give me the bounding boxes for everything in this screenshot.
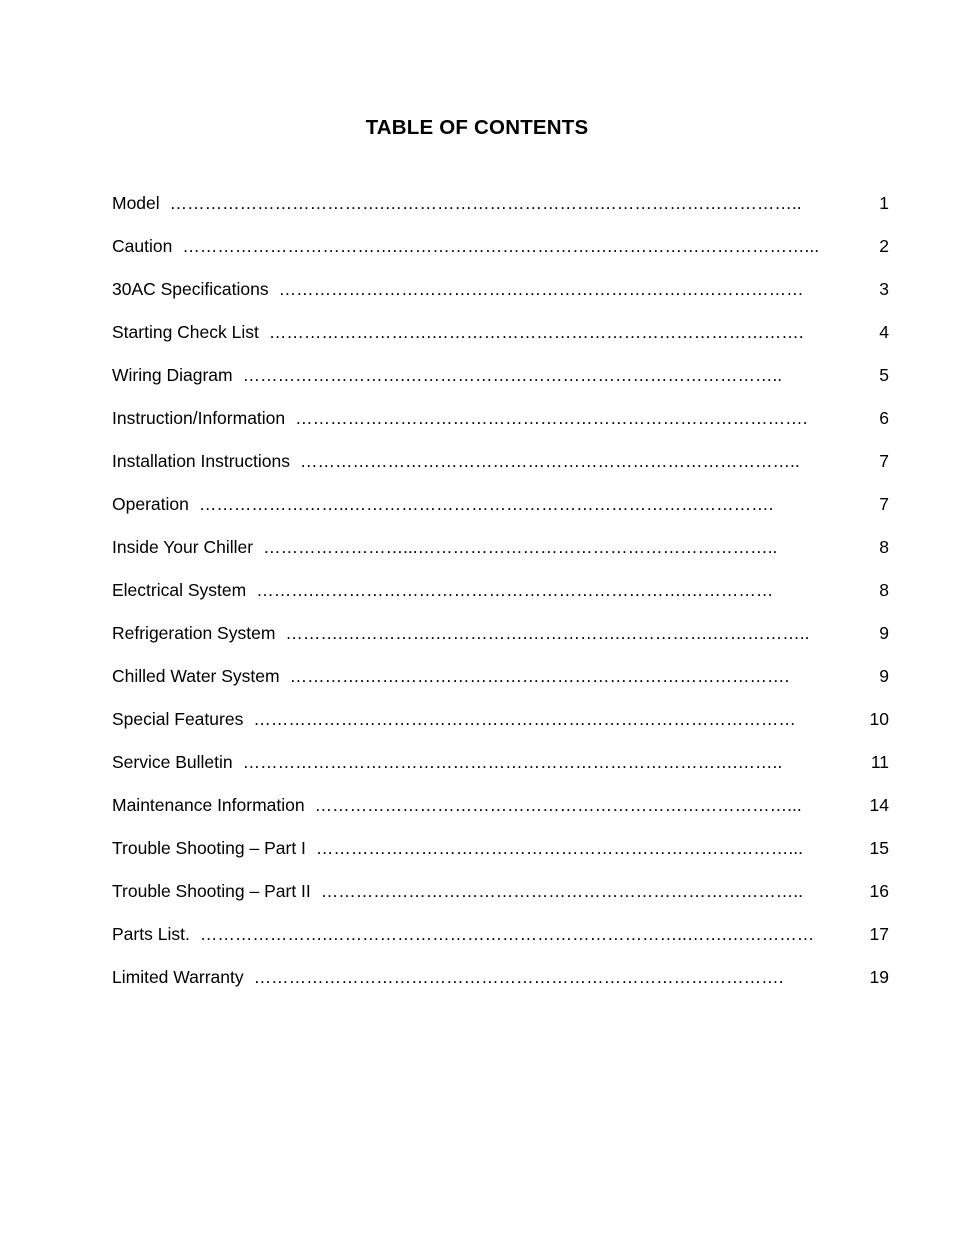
toc-dot-leader: ………………………………………………………………………... bbox=[314, 795, 802, 815]
toc-page-number: 6 bbox=[879, 408, 889, 428]
toc-entry-text bbox=[112, 318, 852, 347]
toc-entry bbox=[112, 447, 892, 490]
toc-entry bbox=[112, 963, 892, 1006]
toc-dot-leader: ………………….……………………………………………………..…….…………… bbox=[199, 924, 815, 944]
toc-entry-text bbox=[112, 619, 852, 648]
toc-entry-label: Operation bbox=[112, 494, 189, 514]
toc-page-number: 9 bbox=[879, 666, 889, 686]
toc-page-number: 15 bbox=[869, 838, 889, 858]
toc-dot-leader: ………….………………………………………………………………. bbox=[289, 666, 790, 686]
toc-dot-leader: ………………………………………………………………………... bbox=[315, 838, 804, 858]
toc-entry-text bbox=[112, 791, 852, 820]
toc-entry-label: Instruction/Information bbox=[112, 408, 286, 428]
toc-entry bbox=[112, 748, 892, 791]
toc-page-number: 3 bbox=[879, 279, 889, 299]
toc-entry bbox=[112, 619, 892, 662]
toc-entry bbox=[112, 232, 892, 275]
toc-page-number: 10 bbox=[869, 709, 889, 729]
toc-page-number: 7 bbox=[879, 494, 889, 514]
toc-page-number: 1 bbox=[879, 193, 889, 213]
toc-entry bbox=[112, 361, 892, 404]
toc-entry-text bbox=[112, 232, 852, 261]
toc-entry-text bbox=[112, 748, 852, 777]
toc-entry-label: Model bbox=[112, 193, 160, 213]
toc-page-number: 19 bbox=[869, 967, 889, 987]
toc-entry-label: Service Bulletin bbox=[112, 752, 233, 772]
toc-entry-text bbox=[112, 189, 852, 218]
toc-entry bbox=[112, 920, 892, 963]
toc-entry-label: Chilled Water System bbox=[112, 666, 280, 686]
toc-dot-leader: ……………………………….……………………………….…………………………….. bbox=[169, 193, 802, 213]
toc-entry-text bbox=[112, 533, 852, 562]
toc-list bbox=[112, 189, 892, 1006]
toc-entry-text bbox=[112, 361, 852, 390]
toc-entry bbox=[112, 318, 892, 361]
toc-entry bbox=[112, 404, 892, 447]
toc-dot-leader: ……………………….………………………………………………………. bbox=[268, 322, 804, 342]
toc-dot-leader: ……………………...…………………………………………………….. bbox=[263, 537, 778, 557]
toc-dot-leader: ………………………………………………………………………………… bbox=[253, 709, 796, 729]
toc-entry-text bbox=[112, 834, 852, 863]
toc-dot-leader: ……………………………………………………………………………… bbox=[278, 279, 804, 299]
toc-entry bbox=[112, 490, 892, 533]
toc-entry-text bbox=[112, 447, 852, 476]
toc-entry-label: Special Features bbox=[112, 709, 244, 729]
toc-entry bbox=[112, 877, 892, 920]
toc-entry bbox=[112, 705, 892, 748]
toc-entry-text bbox=[112, 877, 852, 906]
toc-entry-label: Electrical System bbox=[112, 580, 247, 600]
toc-page-number: 2 bbox=[879, 236, 889, 256]
toc-entry-text bbox=[112, 705, 852, 734]
toc-page-number: 8 bbox=[879, 537, 889, 557]
toc-dot-leader: ……….…………….…………….…………….…………….…………….. bbox=[285, 623, 810, 643]
toc-entry-label: 30AC Specifications bbox=[112, 279, 269, 299]
toc-entry-label: Installation Instructions bbox=[112, 451, 291, 471]
toc-entry bbox=[112, 576, 892, 619]
toc-entry-label: Refrigeration System bbox=[112, 623, 276, 643]
toc-dot-leader: ……….……………………………………………………….…………… bbox=[256, 580, 774, 600]
toc-dot-leader: ………………………………………………………………………….…….. bbox=[242, 752, 783, 772]
toc-dot-leader: ………………………………………………………………………….. bbox=[300, 451, 800, 471]
toc-page-number: 4 bbox=[879, 322, 889, 342]
toc-entry bbox=[112, 533, 892, 576]
toc-page-number: 7 bbox=[879, 451, 889, 471]
toc-entry-label: Inside Your Chiller bbox=[112, 537, 254, 557]
toc-entry-text bbox=[112, 490, 852, 519]
toc-entry-text bbox=[112, 963, 852, 992]
toc-entry-label: Limited Warranty bbox=[112, 967, 244, 987]
toc-page-number: 9 bbox=[879, 623, 889, 643]
toc-entry-text bbox=[112, 662, 852, 691]
toc-page-number: 17 bbox=[869, 924, 889, 944]
toc-dot-leader: ………………………………………………………………………………. bbox=[253, 967, 784, 987]
toc-entry bbox=[112, 791, 892, 834]
toc-entry-label: Starting Check List bbox=[112, 322, 259, 342]
toc-entry-text bbox=[112, 275, 852, 304]
toc-entry-text bbox=[112, 920, 852, 949]
toc-entry bbox=[112, 834, 892, 877]
toc-entry-label: Maintenance Information bbox=[112, 795, 305, 815]
toc-dot-leader: ……………………………………………………………………….. bbox=[320, 881, 804, 901]
toc-page-number: 16 bbox=[869, 881, 889, 901]
toc-page-number: 11 bbox=[870, 752, 889, 772]
toc-entry-label: Caution bbox=[112, 236, 173, 256]
toc-entry-label: Trouble Shooting – Part I bbox=[112, 838, 306, 858]
toc-dot-leader: ……………………………………………………………………………. bbox=[295, 408, 808, 428]
page-title: TABLE OF CONTENTS bbox=[365, 116, 589, 139]
toc-entry-text bbox=[112, 576, 852, 605]
toc-entry-label: Wiring Diagram bbox=[112, 365, 233, 385]
toc-page-number: 14 bbox=[869, 795, 889, 815]
toc-page-number: 8 bbox=[879, 580, 889, 600]
toc-entry bbox=[112, 275, 892, 318]
toc-entry bbox=[112, 189, 892, 232]
toc-entry-label: Parts List. bbox=[112, 924, 190, 944]
toc-dot-leader: ……………………..………………………………………………………………. bbox=[198, 494, 774, 514]
toc-page-number: 5 bbox=[879, 365, 889, 385]
toc-entry-text bbox=[112, 404, 852, 433]
toc-entry bbox=[112, 662, 892, 705]
toc-dot-leader: ……………………………….……………………………….……………………………... bbox=[182, 236, 820, 256]
toc-entry-label: Trouble Shooting – Part II bbox=[112, 881, 311, 901]
toc-dot-leader: ……………………….……………………………………………………….. bbox=[242, 365, 783, 385]
